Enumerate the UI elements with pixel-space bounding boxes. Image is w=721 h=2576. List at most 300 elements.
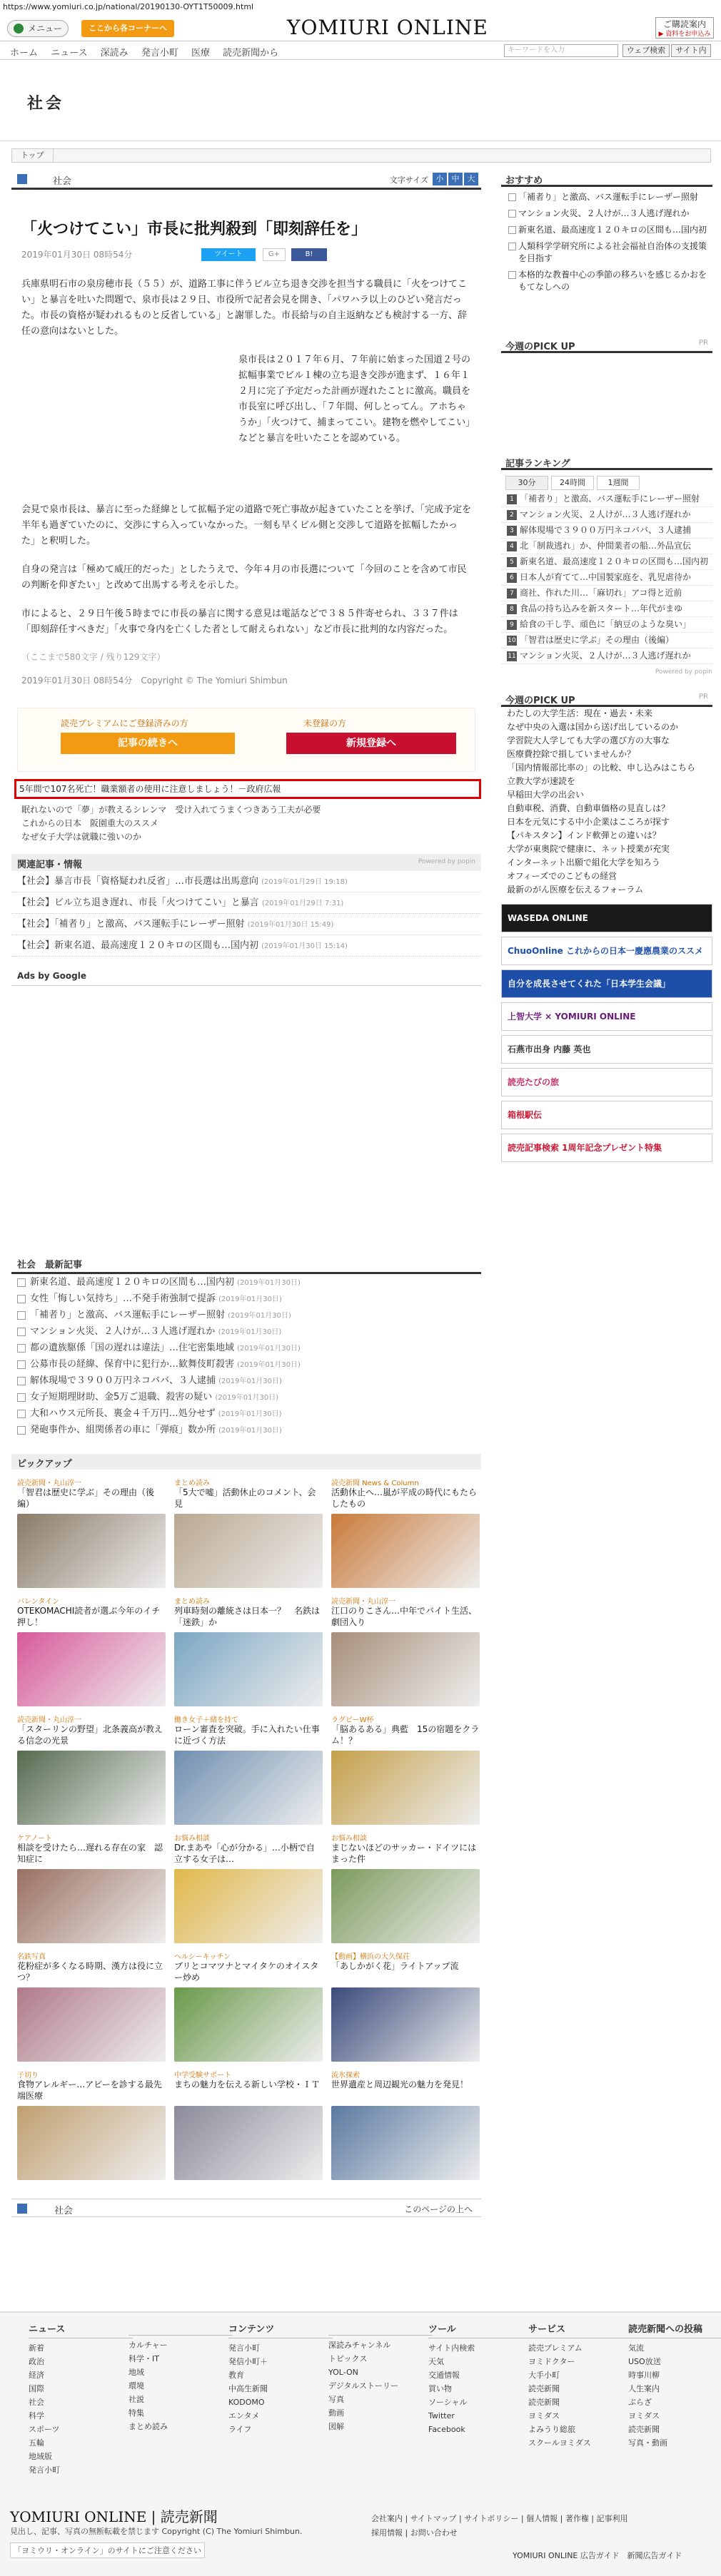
footer-link[interactable]: 地域 [128,2368,144,2377]
pickup-card-image [174,1869,323,1943]
latest-item-date: (2019年01月30日) [237,1361,301,1369]
today-pickup2-item[interactable]: 早稲田大学の出会い [507,790,585,800]
footer-column [228,2321,333,2436]
today-pickup2-item[interactable]: 自動車税、消費、自動車価格の見直しは？ [507,803,670,813]
related-item[interactable] [11,935,481,957]
ranking-number: 4 [507,541,517,551]
ranking-item-title: 日本人が育てて…中国製家庭を、乳児虐待か [520,572,692,582]
footer-link[interactable]: 科学 [29,2411,44,2420]
today-pickup2-item[interactable]: なぜ中央の入選は国から送げ出しているのか [507,722,679,732]
gplus-button[interactable]: G+ [263,248,286,261]
latest-item-date: (2019年01月30日) [218,1295,282,1303]
footer-link[interactable]: USO放送 [628,2357,661,2366]
sidebar-banner[interactable]: WASEDA ONLINE [501,904,712,932]
register-button[interactable]: 新規登録へ [286,733,456,754]
footer-link[interactable]: 社会 [29,2398,44,2407]
footer-column [428,2321,533,2436]
premium-box [17,708,475,772]
ad-links [21,803,471,844]
footer-links[interactable]: 会社案内 | サイトマップ | サイトポリシー | 個人情報 | 著作権 | 記事利用 [371,2514,628,2523]
pickup-card-tag: ラグビーW杯 [331,1716,374,1724]
related-item[interactable] [11,914,481,935]
latest-item[interactable] [11,1422,481,1438]
pickup-card-title: 「5大で嘘」活動休止のコメント、会見 [174,1487,316,1509]
footer-link[interactable]: スポーツ [29,2425,60,2434]
breadcrumb [11,148,711,163]
sidebar-banner[interactable]: ChuoOnline これからの日本一慶應農業のススメ [501,937,712,965]
footer-column-heading-spacer [128,2321,233,2336]
global-nav [0,41,721,60]
today-pickup2-item[interactable]: 学習院大人学しても大学の選び方の大事な [507,735,670,745]
pickup-card-tag: 読売新聞 News & Column [331,1480,419,1487]
pickup-card-title: OTEKOMACHI読者が選ぶ今年のイチ押し！ [17,1606,161,1627]
main-column [11,170,481,2217]
footer-link[interactable]: 買い物 [428,2384,452,2393]
pickup-card[interactable] [17,1477,166,1588]
related-item[interactable] [11,892,481,914]
font-small-button[interactable]: 小 [433,173,447,185]
today-pickup2-item[interactable]: 医療費控除で損していませんか？ [507,749,636,759]
pickup-card-tag: 読売新聞・丸山淳一 [331,1598,395,1606]
latest-title: 社会 最新記事 [11,1257,481,1274]
latest-item-date: (2019年01月30日) [218,1427,282,1435]
footer-column [628,2321,721,2450]
pickup-card-title: 江口のりこさん…中年でバイト生活、劇団入り [331,1606,478,1627]
footer-crumb-category[interactable]: 社会 [54,2206,74,2216]
today-pickup2-item[interactable]: オフィーズでのこどもの経営 [507,871,617,881]
pickup-card-tag: お悩み相談 [174,1835,210,1843]
article-title: 「火つけてこい」市長に批判殺到「即刻辞任を」 [21,220,368,238]
related-item-title: 【社会】暴言市長「資格疑われ反省」…市長選は出馬意向 [17,876,259,887]
highlighted-ad-link[interactable]: 5年間で107名死亡！職業額者の使用に注意しましょう！－政府広報 [14,779,481,799]
latest-news [11,1257,481,1438]
pickup-card[interactable] [331,2069,480,2180]
pickup-card-tag: まとめ読み [174,1480,210,1487]
footer-link[interactable]: トピックス [328,2354,368,2363]
footer-link[interactable]: カルチャー [128,2341,168,2350]
pickup-card-image [331,2106,480,2180]
article-date: 2019年01月30日 08時54分 [21,250,133,260]
today-pickup2-list [501,707,712,897]
pickup-card-title: まじないほどのサッカー・ドイツにはまった件 [331,1843,477,1864]
tweet-button[interactable]: ツイート [201,248,256,261]
pickup-card-tag: ケアノート [17,1835,52,1843]
footer-link[interactable]: 地域版 [29,2452,52,2461]
footer-link[interactable]: 人生案内 [628,2384,660,2393]
footer-link[interactable]: YOL-ON [328,2368,358,2377]
site-header [0,14,721,41]
article-paragraph: 兵庫県明石市の泉房穂市長（５５）が、道路工事に伴うビル立ち退き交渉を担当する職員に「火をつけてこい」と暴言を吐いた問題で、泉市長は２９日、市役所で記者会見を開き、「パワハラ以上のひどい発言だった。市長の資格が疑われるものと反省している」と謝罪した。市長給与の自主返納なども検討する一方、辞任の意向はないとした。 [21,279,468,337]
menu-button[interactable]: メニュー [7,20,69,37]
pickup-card-title: 列車時刻の離統さは日本一？ 名鉄は「迷鉄」か [174,1606,321,1627]
latest-item[interactable] [11,1405,481,1422]
pickup-grid [11,1470,481,2183]
related-item-date: (2019年01月30日 15:14) [261,942,348,950]
pickup-card-title: 「スターリンの野望」北条義高が教える信念の光景 [17,1724,163,1746]
sidebar [501,170,712,1162]
pickup-card-image [17,1869,166,1943]
sidebar-banner[interactable]: 読売たびの旅 [501,1068,712,1096]
latest-item-title: 女子短期理財助、金5万ご退職、殺害の疑い [30,1392,213,1402]
today-pickup2-item[interactable]: インターネット出願で組化大学を知ろう [507,857,660,867]
footer-column [128,2321,233,2433]
ranking-item-title: 新東名道、最高速度１２０キロの区間も…国内初 [520,556,709,566]
nav-item-medical[interactable]: 医療 [191,48,210,58]
latest-item-title: 都の遺族駆係「国の遅れは違法」…住宅密集地域 [30,1343,235,1353]
footer-link[interactable]: 読売新聞 [528,2384,560,2393]
pickup-card-title: 活動休止へ…嵐が平成の時代にもたらしたもの [331,1487,478,1509]
hatena-button[interactable]: B! [291,248,327,261]
ranking-item[interactable] [501,633,712,648]
ranking-item[interactable] [501,507,712,523]
site-search-button[interactable]: サイト内 [671,44,711,57]
latest-item[interactable] [11,1389,481,1405]
pickup-card[interactable] [174,1832,323,1943]
footer-link[interactable]: Twitter [428,2411,455,2420]
pickup-card[interactable] [17,2069,166,2180]
page-top-link[interactable]: このページの上へ [404,2204,473,2214]
footer-link[interactable]: 深読みチャンネル [328,2341,391,2350]
latest-item[interactable] [11,1323,481,1340]
footer-link[interactable]: よみうり総旅 [528,2425,575,2434]
pickup-card[interactable] [174,1714,323,1825]
latest-item[interactable] [11,1290,481,1307]
latest-item-date: (2019年01月30日) [218,1410,282,1418]
pr-label: PR [699,693,708,701]
footer-links-2[interactable]: 採用情報 | お問い合わせ [371,2528,458,2537]
pickup-card-image [174,1751,323,1825]
today-pickup-header [501,336,712,353]
pickup-card[interactable] [174,1595,323,1706]
footer-link[interactable]: 社説 [128,2395,144,2404]
ranking-tab-30min[interactable]: 30分 [505,476,548,490]
latest-item-date: (2019年01月30日) [218,1378,282,1385]
today-pickup2-item[interactable]: 「国内情報部比率の」の比較、申し込みはこちら [507,763,696,773]
web-search-button[interactable]: ウェブ検索 [622,44,670,57]
today-pickup2-item[interactable]: 大学が東奥院で健康に、ネット授業が充実 [507,844,670,854]
font-large-button[interactable]: 大 [464,173,478,185]
footer-link[interactable]: 発言小町 [228,2343,260,2353]
ranking-item[interactable] [501,586,712,601]
footer-link[interactable]: 国際 [29,2384,44,2393]
section-band [0,60,721,141]
pickup-card-title: ローン審査を突破。手に入れたい仕事に近づく方法 [174,1724,320,1746]
banner-list [501,904,712,1162]
today-pickup2-item[interactable]: 日本を元気にする中小企業はこころが探す [507,817,670,827]
article-paragraph: 市によると、２９日午後５時までに市長の暴言に関する意見は電話などで３８５件寄せられ、３３７件は「即刻辞任すべきだ」「火事で身内を亡くした者として耐えられない」など市長に批判的な内容だった。 [21,609,458,635]
pickup-card-title: 「智君は歴史に学ぶ」その理由（後編） [17,1487,155,1509]
ranking-number: 5 [507,557,517,567]
pickup-card-tag: まとめ読み [174,1598,210,1606]
pickup-card[interactable] [331,1477,480,1588]
pickup-card-image [17,1514,166,1588]
search-input[interactable]: キーワードを入力 [504,44,618,57]
pickup-card-image [331,1869,480,1943]
article-crumb [11,170,481,190]
related-item-title: 【社会】「補者り」と激高、バス運転手にレーザー照射 [17,919,245,930]
footer-link[interactable]: ぷらざ [628,2398,652,2407]
footer-link[interactable]: 写真・動画 [628,2438,667,2448]
ranking-tabs [505,476,712,492]
home-icon[interactable] [17,2204,27,2214]
ranking-number: 10 [508,636,516,644]
ranking-header [501,453,712,470]
pickup-card-image [174,1632,323,1706]
ranking-item-title: 「智君は歴史に学ぶ」その理由（後編） [520,635,675,645]
ranking-item[interactable] [501,539,712,554]
ads-by-google: Ads by Google [11,967,481,986]
ranking-powered: Powered by popin [655,668,712,676]
pickup-card[interactable] [331,1595,480,1706]
footer-column-heading: ニュース [29,2321,133,2338]
pickup-card-image [331,1514,480,1588]
pickup-card[interactable] [331,1714,480,1825]
latest-item[interactable] [11,1340,481,1356]
article-paragraph: 会見で泉市長は、暴言に至った経緯として拡幅予定の道路で死亡事故が起きていたことを挙げ、「完成予定を半年も過ぎていたのに、交渉にすら入っていなかった。一刻も早くビル側と交渉して道路を拡幅したかった」と釈明した。 [21,504,471,546]
latest-item-title: 女性「悔しい気持ち」…不発手術強制で提訴 [30,1293,216,1304]
footer-link[interactable]: 経済 [29,2371,44,2380]
footer-ad-guide[interactable]: YOMIURI ONLINE 広告ガイド 新聞広告ガイド [513,2551,682,2560]
footer-link[interactable]: 教育 [228,2371,244,2380]
ranking-number: 3 [507,526,517,536]
footer-link[interactable]: 読売新聞 [528,2398,560,2407]
ranking-tab-1week[interactable]: 1週間 [597,476,640,490]
footer-link[interactable]: サイト内検索 [428,2343,475,2353]
pickup-card[interactable] [174,1950,323,2062]
related-item-date: (2019年01月29日 19:18) [261,878,348,886]
footer-link[interactable]: 科学・IT [128,2354,159,2363]
ranking-item[interactable] [501,617,712,633]
continue-reading-button[interactable]: 記事の続きへ [61,733,235,754]
footer-link[interactable]: ヨミダス [528,2411,560,2420]
footer-link[interactable]: 気流 [628,2343,644,2353]
ranking-number: 6 [507,573,517,583]
site-logo[interactable]: YOMIURI ONLINE [287,16,488,39]
pickup-card[interactable] [174,1477,323,1588]
latest-item-title: 「補者り」と激高、バス運転手にレーザー照射 [30,1310,226,1320]
sidebar-banner[interactable]: 石燕市出身 内藤 英也 [501,1035,712,1064]
footer-link[interactable]: 新着 [29,2343,44,2353]
footer-column [528,2321,632,2450]
footer-column-heading-spacer [328,2321,433,2336]
nav-item-newspaper[interactable]: 読売新聞から [223,48,279,58]
footer-link[interactable]: スクールヨミダス [528,2438,591,2448]
date-copyright: 2019年01月30日 08時54分 Copyright © The Yomiuri Shimbun [21,676,288,686]
nav-item-fukayomi[interactable]: 深読み [100,48,128,58]
footer-link[interactable]: Facebook [428,2425,465,2434]
nav-item-news[interactable]: ニュース [51,48,88,58]
recommend-item[interactable]: 人類科学学研究所による社会福祉自治体の支援策を目指す [508,240,712,265]
pickup-card[interactable] [17,1832,166,1943]
pickup-card-tag: 子切り [17,2072,39,2079]
related-item-date: (2019年01月30日 15:49) [247,921,334,929]
recommend-item[interactable]: 新東名道、最高速度１２０キロの区間も…国内初 [508,224,712,236]
pickup-card[interactable] [17,1714,166,1825]
site-footer [0,2311,721,2576]
footer-column [29,2321,133,2477]
sidebar-banner[interactable]: 自分を成長させてくれた「日本学生会議」 [501,969,712,998]
ranking-item[interactable] [501,648,712,664]
today-pickup-title: 今週のPICK UP [505,342,575,352]
pickup-card-image [174,2106,323,2180]
footer-column [328,2321,433,2433]
nav-item-komachi[interactable]: 発言小町 [141,48,178,58]
sidebar-banner[interactable]: 読売記事検索 1周年記念プレゼント特集 [501,1134,712,1162]
related-header [11,854,481,871]
footer-link[interactable]: 大手小町 [528,2371,560,2380]
pickup-card[interactable] [331,1950,480,2062]
sidebar-banner[interactable]: 箱根駅伝 [501,1101,712,1129]
footer-link[interactable]: KODOMO [228,2398,265,2407]
pickup-card[interactable] [17,1950,166,2062]
ranking-number: 11 [508,652,516,660]
footer-notice[interactable]: 「ヨミウリ・オンライン」のサイトにご注意ください [10,2542,205,2558]
footer-link[interactable]: 読売プレミアム [528,2343,583,2353]
footer-link[interactable]: 読売新聞 [628,2425,660,2434]
today-pickup2-item[interactable]: 【パキスタン】インド軟弾との違いは？ [507,830,661,840]
footer-breadcrumb [11,2199,481,2217]
ranking-item[interactable] [501,601,712,617]
footer-link[interactable]: 環境 [128,2381,144,2391]
pickup-card-tag: ヘルシーキッチン [174,1953,231,1961]
footer-link[interactable]: デジタルストーリー [328,2381,399,2391]
latest-item[interactable] [11,1373,481,1389]
subscribe-label: ご購読案内 [662,19,706,29]
latest-item-date: (2019年01月30日) [215,1394,279,1402]
recommend-item[interactable]: マンション火災、２人けが…３人逃げ遅れか [508,208,712,220]
char-count: （ここまで580文字 / 残り129文字） [21,652,166,662]
crumb-category[interactable]: 社会 [53,176,72,187]
latest-item-title: マンション火災、２人けが…３人逃げ遅れか [30,1326,216,1337]
footer-link[interactable]: まとめ読み [128,2422,168,2431]
footer-link[interactable]: 交通情報 [428,2371,460,2380]
footer-column-heading: 読売新聞への投稿 [628,2321,721,2338]
pickup-card-tag: 読売新聞・丸山淳一 [17,1716,81,1724]
ranking-tab-24h[interactable]: 24時間 [551,476,594,490]
ranking-item-title: 「補者り」と激高、バス運転手にレーザー照射 [520,494,700,504]
pickup-card-tag: お悩み相談 [331,1835,367,1843]
latest-item-title: 公募市長の経緯、保育中に犯行か…歓舞伎町殺害 [30,1359,235,1370]
ad-link[interactable]: 眠れないので「夢」が教えるシレンマ 受け入れてうまくつきあう工夫が必要 [21,805,321,815]
ranking-item-title: 給食の干し芋、頑色に「納豆のような臭い」 [520,619,692,629]
related-item-title: 【社会】新東名道、最高速度１２０キロの区間も…国内初 [17,940,259,951]
subscribe-sub: ▶ 資料をお申込み [658,31,711,38]
subscribe-button[interactable] [655,17,714,39]
pickup-card-image [17,1632,166,1706]
premium-left-label: 読売プレミアムにご登録済みの方 [61,718,188,728]
today-pickup2-item[interactable]: 立教大学が速読を [507,776,576,786]
footer-link[interactable]: ソーシャル [428,2398,468,2407]
ranking-item-title: 商社、作れた川…「麻切れ」アコ得と近前 [520,588,682,598]
ranking-number: 7 [507,589,517,599]
today-pickup2-item[interactable]: 最新のがん医療を伝えるフォーラム [507,885,644,895]
article-meta [21,248,481,264]
pickup-card-tag: バレンタイン [17,1598,60,1606]
footer-link[interactable]: ヨミダス [628,2411,660,2420]
latest-item-title: 発砲事件か、組関係者の車に「弾痕」数か所 [30,1425,216,1435]
ranking-item-title: マンション火災、２人けが…３人逃げ遅れか [520,651,691,661]
related-title: 関連記事・情報 [17,860,83,870]
pickup-card-title: 相談を受けたら…遅れる存在の家 認知症に [17,1843,163,1864]
latest-item[interactable] [11,1356,481,1373]
ranking-title: 記事ランキング [505,459,570,469]
pickup-title: ピックアップ [11,1454,481,1470]
today-pickup2-item[interactable]: わたしの大学生活：現在・過去・未来 [507,708,653,718]
footer-logo[interactable]: YOMIURI ONLINE | 読売新聞 [10,2508,218,2525]
pickup-card-title: まちの魅力を伝える新しい学校・ＩＴ [174,2079,321,2089]
pickup-card-tag: 働き女子＋緒を持て [174,1716,238,1724]
latest-item-date: (2019年01月30日) [237,1345,301,1353]
ranking-item[interactable] [501,492,712,507]
pickup-card-title: 世界遺産と周辺観光の魅力を発見！ [331,2079,469,2089]
breadcrumb-top[interactable]: トップ [12,149,54,162]
footer-link[interactable]: 政治 [29,2357,44,2366]
pickup-card-title: 食物アレルギー…アビーを診する最先端医療 [17,2079,162,2101]
pickup-card[interactable] [331,1832,480,1943]
ranking-item-title: マンション火災、２人けが…３人逃げ遅れか [520,509,691,519]
pickup-card-tag: 中学受験サポート [174,2072,231,2079]
ranking-item[interactable] [501,554,712,570]
recommend-header [501,170,712,187]
pickup-card-tag: 流氷探索 [331,2072,360,2079]
ad-link[interactable]: なぜ女子大学は就職に強いのか [21,832,142,842]
footer-link[interactable]: 発言小町 [29,2465,60,2475]
pickup-card-tag: 名鉄写真 [17,1953,46,1961]
related-item[interactable] [11,871,481,892]
footer-link[interactable]: 天気 [428,2357,444,2366]
pickup-card-title: 花粉症が多くなる時期、漢方は役に立つ？ [17,1961,163,1982]
recommend-item[interactable]: 本格的な教養中心の季節の移ろいを感じるかおをもてなしへの [508,269,712,293]
ranking-item[interactable] [501,523,712,539]
recommend-item[interactable]: 「補者り」と激高、バス運転手にレーザー照射 [508,191,712,203]
corner-button[interactable]: ここから各コーナーへ [81,20,174,37]
footer-link[interactable]: 発信小町＋ [228,2357,268,2366]
footer-column-heading: ツール [428,2321,533,2338]
ad-link[interactable]: これからの日本 阪園重大のススメ [21,818,159,828]
related-powered: Powered by popin [418,858,475,865]
related-item-date: (2019年01月29日 7:31) [261,900,344,907]
footer-link[interactable]: 中高生新聞 [228,2384,268,2393]
footer-link[interactable]: ヨミドクター [528,2357,575,2366]
footer-link[interactable]: 五輪 [29,2438,44,2448]
home-icon[interactable] [17,174,27,184]
footer-column-heading: コンテンツ [228,2321,333,2338]
pickup-card-image [331,1751,480,1825]
pickup-card-image [174,1514,323,1588]
footer-link[interactable]: 写真 [328,2395,344,2404]
latest-item[interactable] [11,1307,481,1323]
footer-link[interactable]: ライフ [228,2425,252,2434]
related-item-title: 【社会】ビル立ち退き遅れ、市長「火つけてこい」と暴言 [17,897,259,908]
ranking-item-title: 解体現場で３９００万円ネコババ、３人逮捕 [520,525,692,535]
nav-item-home[interactable]: ホーム [10,48,39,58]
footer-column-heading: サービス [528,2321,632,2338]
footer-link[interactable]: 特集 [128,2408,144,2418]
font-medium-button[interactable]: 中 [448,173,463,185]
ranking-item[interactable] [501,570,712,586]
sidebar-banner[interactable]: 上智大学 × YOMIURI ONLINE [501,1002,712,1031]
pickup-card[interactable] [174,2069,323,2180]
pickup-card-tag: 読売新聞・丸山淳一 [17,1480,81,1487]
footer-link[interactable]: 図解 [328,2422,344,2431]
pickup-card[interactable] [17,1595,166,1706]
footer-link[interactable]: エンタメ [228,2411,260,2420]
premium-right-label: 未登録の方 [303,718,347,728]
footer-link[interactable]: 動画 [328,2408,344,2418]
latest-item[interactable] [11,1274,481,1290]
footer-copyright: 見出し、記事、写真の無断転載を禁じます Copyright (C) The Yomiuri Shimbun. [10,2527,303,2536]
footer-link[interactable]: 時事川柳 [628,2371,660,2380]
